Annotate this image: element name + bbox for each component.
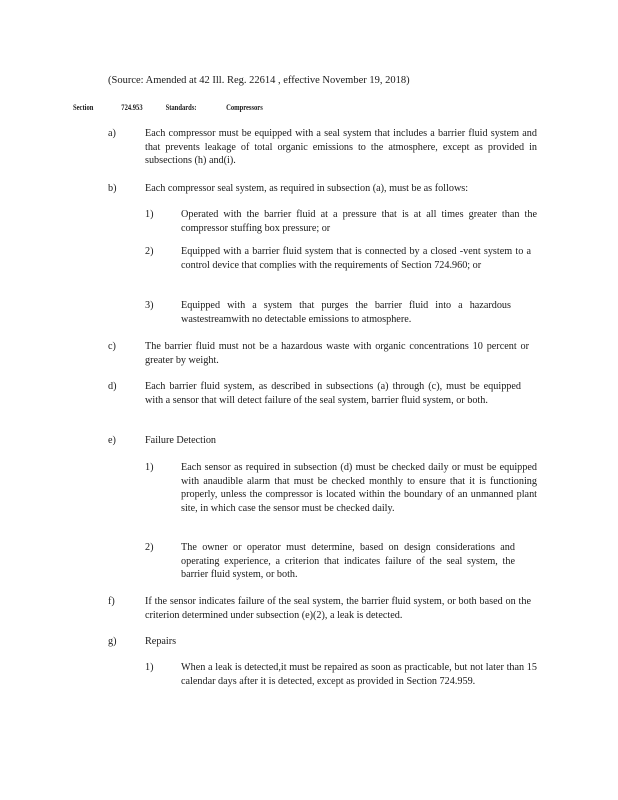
item-e2-text: The owner or operator must determine, based on design considerations and operating experience, a criterion that indicates failure of the seal system, the barrier fluid system, or both. [181,542,515,580]
item-b2-label: 2) [145,246,154,257]
item-e1-label: 1) [145,462,154,473]
item-g-label: g) [108,636,117,647]
item-a-label: a) [108,128,116,139]
item-f-text: If the sensor indicates failure of the seal system, the barrier fluid system, or both based on the criterion determined under subsection (e)(2), a leak is detected. [145,596,531,621]
item-e-label: e) [108,435,116,446]
section-heading [73,101,263,115]
item-g1-label: 1) [145,662,154,673]
item-f-label: f) [108,596,115,607]
section-topic: Compressors [226,103,263,112]
section-standards: Standards: [165,103,197,112]
item-b3-text: Equipped with a system that purges the barrier fluid into a hazardous wastestreamwith no detectable emissions to atmosphere. [181,300,511,325]
item-g-text: Repairs [145,636,177,647]
item-c-label: c) [108,341,116,352]
item-b-text: Each compressor seal system, as required in subsection (a), must be as follows: [145,183,469,194]
item-a-text: Each compressor must be equipped with a seal system that includes a barrier fluid system and that prevents leakage of total organic emissions to the atmosphere, except as provided in subsections (h) and(i). [145,128,537,166]
item-b2-text: Equipped with a barrier fluid system that is connected by a closed -vent system to a control device that complies with the requirements of Section 724.960; or [181,246,531,271]
item-b1-text: Operated with the barrier fluid at a pressure that is at all times greater than the compressor stuffing box pressure; or [181,209,537,234]
section-number: 724.953 [121,103,143,112]
item-g1-text: When a leak is detected,it must be repaired as soon as practicable, but not later than 15 calendar days after it is detected, except as provided in Section 724.959. [181,662,537,687]
item-b3-label: 3) [145,300,154,311]
item-e2-label: 2) [145,542,154,553]
item-b1-label: 1) [145,209,154,220]
section-word: Section [73,103,94,112]
item-b-label: b) [108,183,117,194]
source-note: (Source: Amended at 42 Ill. Reg. 22614 , effective November 19, 2018) [108,75,410,86]
item-d-label: d) [108,381,117,392]
item-c-text: The barrier fluid must not be a hazardous waste with organic concentrations 10 percent or greater by weight. [145,341,529,366]
item-d-text: Each barrier fluid system, as described in subsections (a) through (c), must be equipped with a sensor that will detect failure of the seal system, barrier fluid system, or both. [145,381,521,406]
item-e1-text: Each sensor as required in subsection (d) must be checked daily or must be equipped with anaudible alarm that must be checked monthly to ensure that it is functioning properly, unless the compressor is located within the boundary of an unmanned plant site, in which case the sensor must be checked daily. [181,462,537,514]
item-e-text: Failure Detection [145,435,217,446]
